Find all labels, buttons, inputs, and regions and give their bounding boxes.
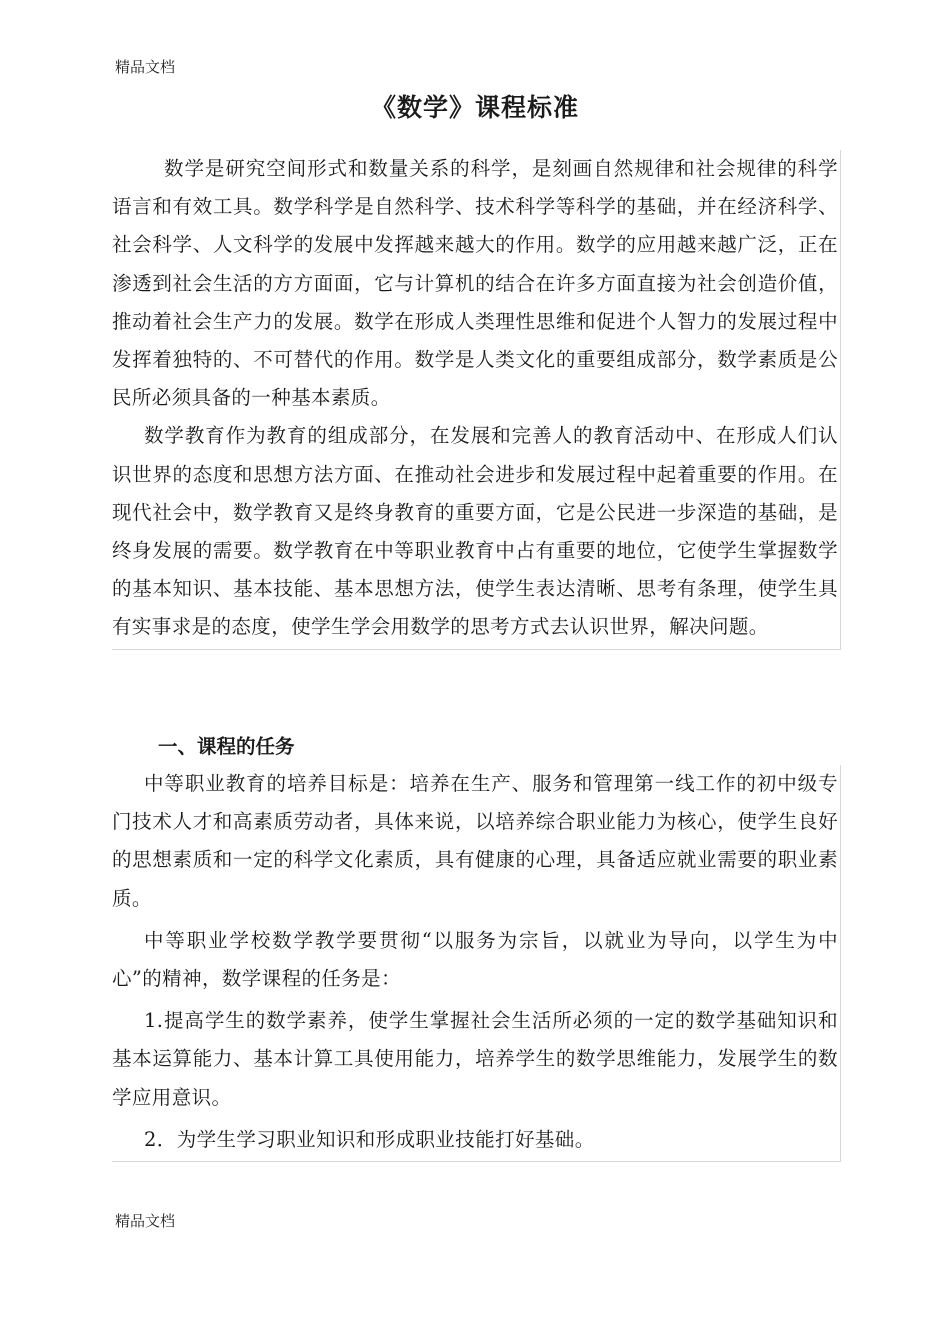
intro-paragraph-2: 数学教育作为教育的组成部分，在发展和完善人的教育活动中、在形成人们认识世界的态度和思想方法方面、在推动社会进步和发展过程中起着重要的作用。在现代社会中，数学教育又是终身教育的重要方面，它是公民进一步深造的基础，是终身发展的需要。数学教育在中等职业教育中占有重要的地位，它使学生掌握数学的基本知识、基本技能、基本思想方法，使学生表达清晰、思考有条理，使学生具有实事求是的态度，使学生学会用数学的思考方式去认识世界，解决问题。 bbox=[112, 424, 838, 639]
course-tasks-paragraph-1: 中等职业教育的培养目标是：培养在生产、服务和管理第一线工作的初中级专门技术人才和高素质劳动者，具体来说，以培养综合职业能力为核心，使学生良好的思想素质和一定的科学文化素质，具有健康的心理，具备适应就业需要的职业素质。 bbox=[112, 772, 838, 910]
page-footer-label: 精品文档 bbox=[115, 1212, 176, 1230]
course-tasks-list-item-2: 2．为学生学习职业知识和形成职业技能打好基础。 bbox=[144, 1127, 595, 1151]
course-tasks-paragraph-2: 中等职业学校数学教学要贯彻“以服务为宗旨，以就业为导向，以学生为中心”的精神，数学课程的任务是： bbox=[112, 928, 838, 991]
course-tasks-list-item-1: 1.提高学生的数学素养，使学生掌握社会生活所必须的一定的数学基础知识和基本运算能力、基本计算工具使用能力，培养学生的数学思维能力，发展学生的数学应用意识。 bbox=[112, 1009, 838, 1109]
intro-section bbox=[112, 150, 841, 650]
intro-paragraph-1: 数学是研究空间形式和数量关系的科学，是刻画自然规律和社会规律的科学语言和有效工具。数学科学是自然科学、技术科学等科学的基础，并在经济科学、社会科学、人文科学的发展中发挥越来越大的作用。数学的应用越来越广泛，正在渗透到社会生活的方方面面，它与计算机的结合在许多方面直接为社会创造价值，推动着社会生产力的发展。数学在形成人类理性思维和促进个人智力的发展过程中发挥着独特的、不可替代的作用。数学是人类文化的重要组成部分，数学素质是公民所必须具备的一种基本素质。 bbox=[112, 157, 838, 410]
course-tasks-section bbox=[112, 765, 841, 1162]
section-heading-course-tasks: 一、课程的任务 bbox=[158, 735, 295, 758]
page-header-label: 精品文档 bbox=[115, 58, 176, 76]
document-title: 《数学》课程标准 bbox=[370, 93, 579, 122]
